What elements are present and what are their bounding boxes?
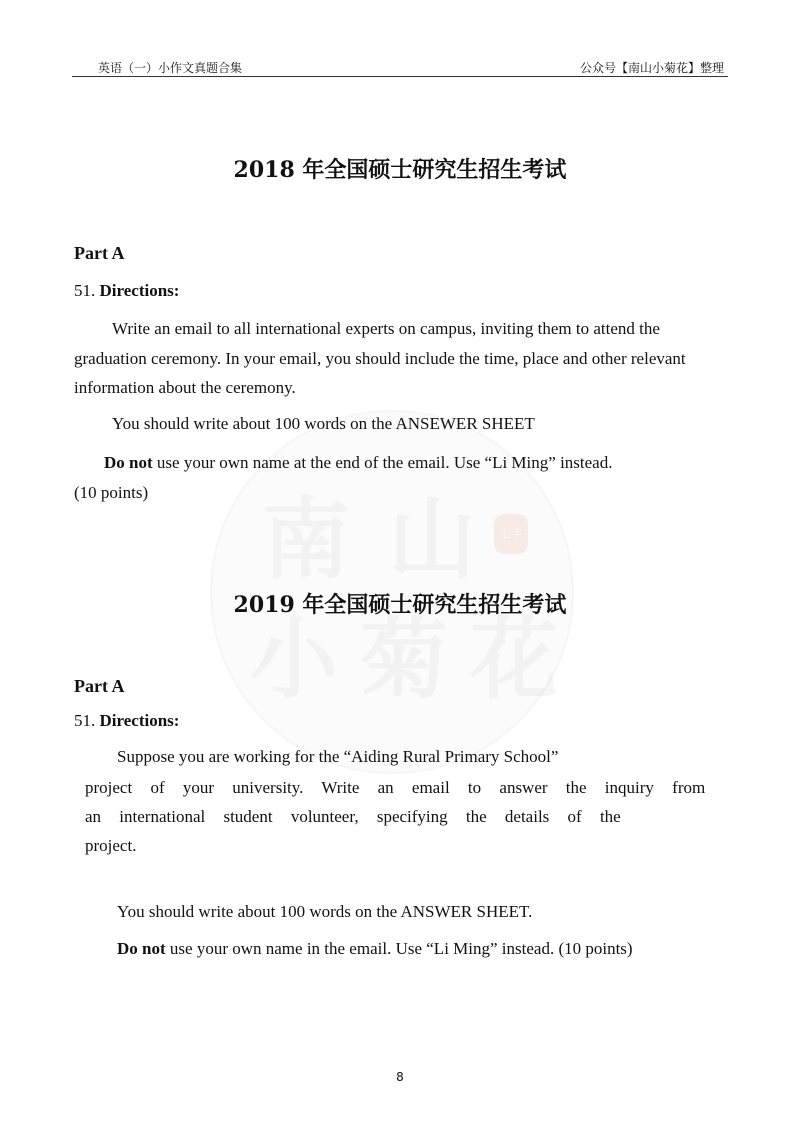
question-number: 51. [74, 281, 96, 300]
watermark-char: 山 [388, 488, 477, 591]
section-2018-part: Part A [74, 243, 125, 263]
section-2018-paragraph-2: You should write about 100 words on the ANSEWER SHEET [112, 414, 535, 433]
directions-label: Directions: [99, 711, 180, 730]
header-left-text: 英语（一）小作文真题合集 [98, 61, 243, 75]
section-2019-title: 2019 年全国硕士研究生招生考试 [233, 592, 567, 618]
section-2018-paragraph-1: Write an email to all international experts on campus, inviting them to attend the graduation ceremony. In your email, you should include the time, place and other relevant information about the ceremony. [74, 319, 686, 397]
paragraph-3-text: use your own name in the email. Use “Li Ming” instead. (10 points) [169, 939, 633, 958]
section-2019-directions [74, 711, 179, 731]
section-2018-title: 2018 年全国硕士研究生招生考试 [233, 157, 567, 183]
section-2019-paragraph-1-line-1: Suppose you are working for the “Aiding Rural Primary School” [117, 747, 559, 766]
section-2019-paragraph-1-line-3: an international student volunteer, specifying the details of the [85, 807, 621, 826]
directions-label: Directions: [99, 281, 180, 300]
page-header [72, 56, 728, 77]
do-not-emphasis: Do not [104, 453, 153, 472]
section-2019-part: Part A [74, 676, 125, 696]
section-2019-paragraph-3 [117, 939, 633, 959]
page-number: 8 [396, 1070, 404, 1084]
paragraph-3-text: use your own name at the end of the email. Use “Li Ming” instead. [156, 453, 613, 472]
watermark-char: 菊 [360, 608, 449, 711]
do-not-emphasis: Do not [117, 939, 166, 958]
watermark-char: 南 [262, 488, 351, 591]
section-2019-paragraph-1-line-2: project of your university. Write an email to answer the inquiry from [85, 778, 706, 797]
header-right-text: 公众号【南山小菊花】整理 [579, 61, 724, 75]
section-2018-paragraph-3 [104, 453, 612, 473]
watermark-char: 花 [470, 608, 559, 711]
watermark-char: 小 [250, 608, 339, 711]
section-2018-points: (10 points) [74, 483, 149, 502]
question-number: 51. [74, 711, 96, 730]
watermark-seal: 七字 [494, 514, 528, 554]
section-2018-directions [74, 281, 179, 301]
section-2019-paragraph-2: You should write about 100 words on the ANSWER SHEET. [117, 902, 533, 921]
section-2019-paragraph-1-line-4: project. [85, 836, 137, 855]
